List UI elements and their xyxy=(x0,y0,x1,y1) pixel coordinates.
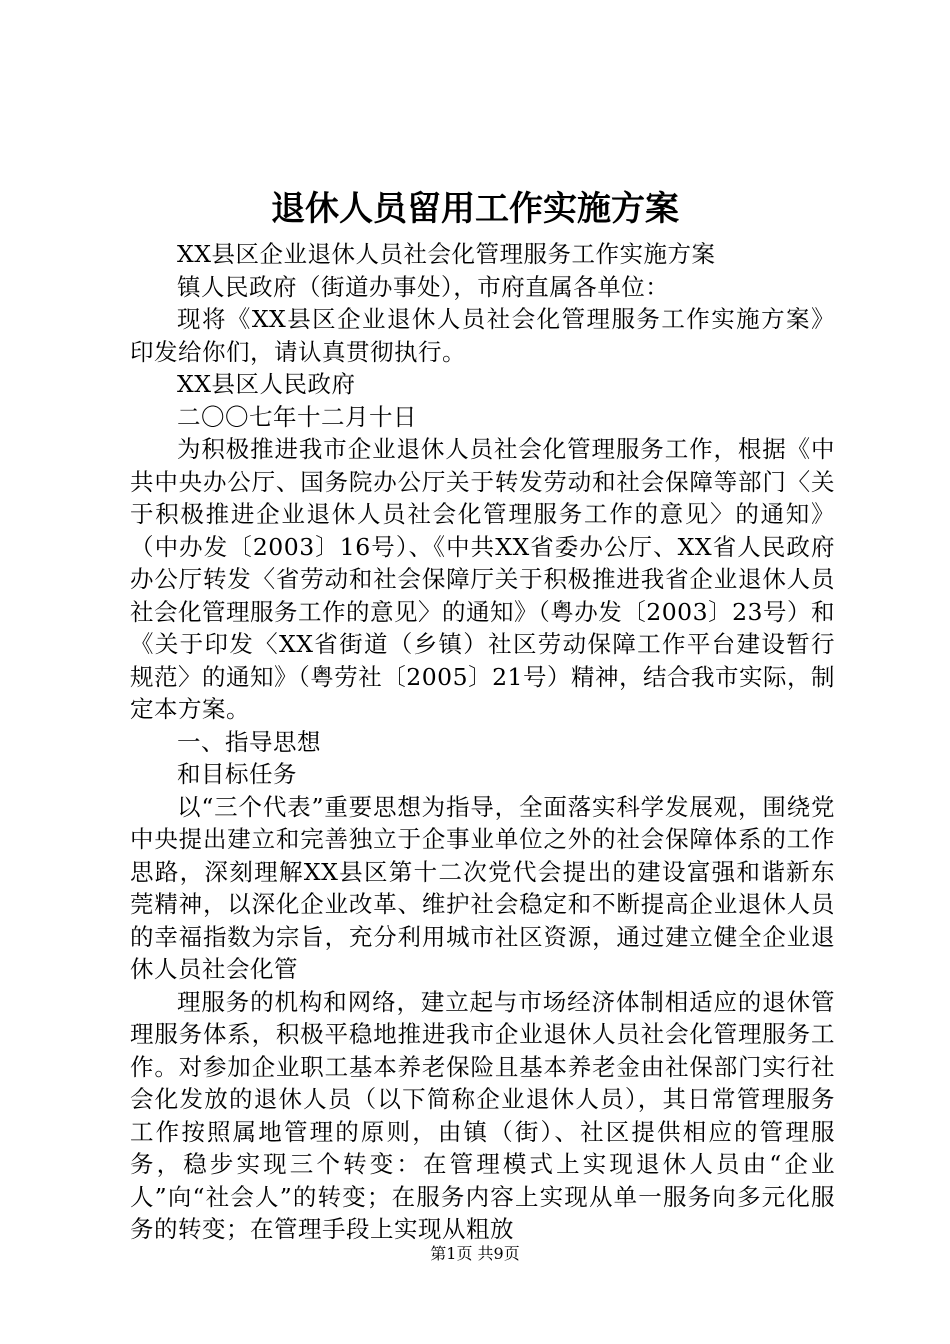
paragraph-notice: 现将《XX县区企业退休人员社会化管理服务工作实施方案》印发给你们，请认真贯彻执行。 xyxy=(130,305,835,366)
section-heading-continued: 和目标任务 xyxy=(177,760,297,788)
document-title: 退休人员留用工作实施方案 xyxy=(271,189,679,229)
page-number: 第1页 共9页 xyxy=(430,1244,520,1263)
paragraph-guiding-principle: 以“三个代表”重要思想为指导，全面落实科学发展观，围绕党中央提出建立和完善独立于企事业单位之外的社会保障体系的工作思路，深刻理解XX县区第十二次党代会提出的建设富强和谐新东莞精神，以深化企业改革、维护社会稳定和不断提高企业退休人员的幸福指数为宗旨，充分利用城市社区资源，通过建立健全企业退休人员社会化管 xyxy=(130,792,835,983)
paragraph-issuer: XX县区人民政府 xyxy=(177,370,356,398)
paragraph-recipients: 镇人民政府（街道办事处），市府直属各单位： xyxy=(177,272,670,301)
document-body xyxy=(130,238,835,1246)
paragraph-basis: 为积极推进我市企业退休人员社会化管理服务工作，根据《中共中央办公厅、国务院办公厅关于转发劳动和社会保障等部门〈关于积极推进企业退休人员社会化管理服务工作的意见〉的通知》（中办发〔2003〕16号）、《中共XX省委办公厅、XX省人民政府办公厅转发〈省劳动和社会保障厅关于积极推进我省企业退休人员社会化管理服务工作的意见〉的通知》（粤办发〔2003〕23号）和《关于印发〈XX省街道（乡镇）社区劳动保障工作平台建设暂行规范〉的通知》（粤劳社〔2005〕21号）精神，结合我市实际，制定本方案。 xyxy=(130,435,835,723)
section-heading: 一、指导思想 xyxy=(177,727,321,756)
paragraph-objectives: 理服务的机构和网络，建立起与市场经济体制相适应的退休管理服务体系，积极平稳地推进我市企业退休人员社会化管理服务工作。对参加企业职工基本养老保险且基本养老金由社保部门实行社会化发放的退休人员（以下简称企业退休人员），其日常管理服务工作按照属地管理的原则，由镇（街）、社区提供相应的管理服务，稳步实现三个转变：在管理模式上实现退休人员由“企业人”向“社会人”的转变；在服务内容上实现从单一服务向多元化服务的转变；在管理手段上实现从粗放 xyxy=(130,987,835,1243)
paragraph-heading-line: XX县区企业退休人员社会化管理服务工作实施方案 xyxy=(177,240,716,268)
paragraph-date: 二〇〇七年十二月十日 xyxy=(177,402,417,431)
